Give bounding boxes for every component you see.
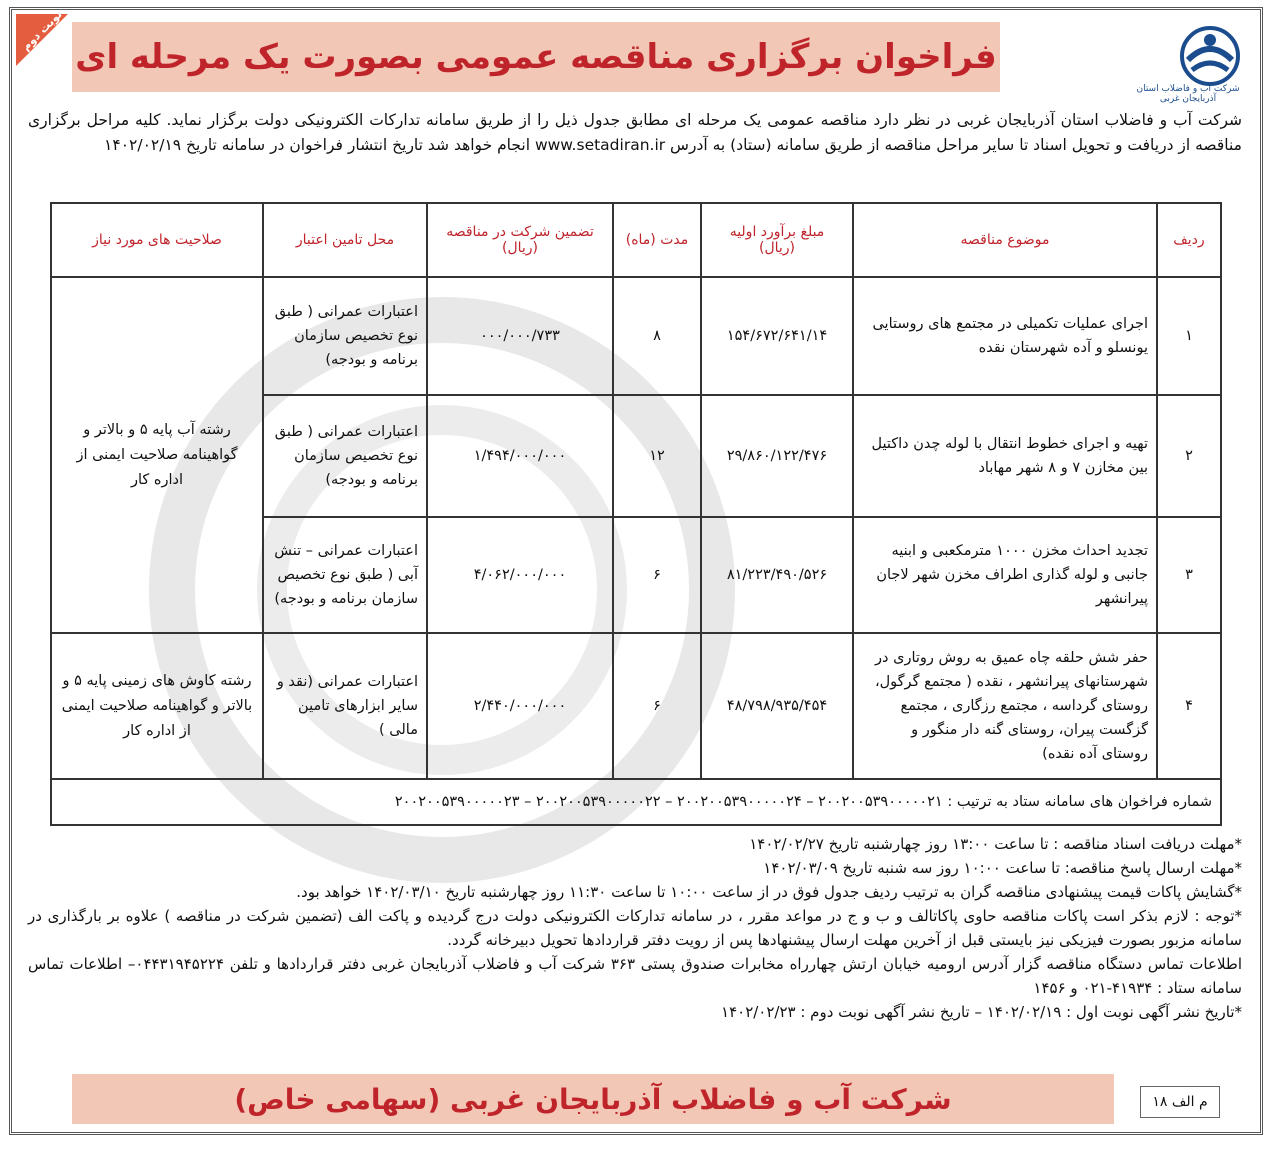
note-document-deadline: *مهلت دریافت اسناد مناقصه : تا ساعت ۱۳:۰۰ روز چهارشنبه تاریخ ۱۴۰۲/۰۲/۲۷ xyxy=(749,835,1242,853)
note-response-deadline: *مهلت ارسال پاسخ مناقصه: تا ساعت ۱۰:۰۰ روز سه شنبه تاریخ ۱۴۰۲/۰۳/۰۹ xyxy=(763,859,1242,877)
header-row-number: ردیف xyxy=(1157,203,1221,277)
tender-table xyxy=(50,202,1222,826)
title-band xyxy=(72,22,1000,92)
row-subject: تجدید احداث مخزن ۱۰۰۰ مترمکعبی و ابنیه جانبی و لوله گذاری اطراف مخزن شهر لاجان پیرانشهر xyxy=(853,517,1157,633)
row-amount: ۲۹/۸۶۰/۱۲۲/۴۷۶ xyxy=(701,395,853,517)
row-number: ۱ xyxy=(1157,277,1221,395)
registration-row xyxy=(51,779,1221,825)
registration-numbers: شماره فراخوان های سامانه ستاد به ترتیب : ۲۰۰۲۰۰۵۳۹۰۰۰۰۰۲۱ – ۲۰۰۲۰۰۵۳۹۰۰۰۰۰۲۴ – ۲۰۰۲۰۰۵۳۹۰۰۰۰۰۲۲ – ۲۰۰۲۰۰۵۳۹۰۰۰۰۰۲۳ xyxy=(51,779,1221,825)
row-guarantee: ۲/۴۴۰/۰۰۰/۰۰۰ xyxy=(427,633,613,779)
header-qualification: صلاحیت های مورد نیاز xyxy=(51,203,263,277)
note-opening: *گشایش پاکات قیمت پیشنهادی مناقصه گران به ترتیب ردیف جدول فوق در از ساعت ۱۰:۰۰ تا ساعت ۱۱:۳۰ روز چهارشنبه تاریخ ۱۴۰۲/۰۳/۱۰ خواهد بود. xyxy=(296,883,1242,901)
row-duration: ۸ xyxy=(613,277,701,395)
row-guarantee: ۱/۴۹۴/۰۰۰/۰۰۰ xyxy=(427,395,613,517)
table-header-row xyxy=(51,203,1221,277)
ad-code: م الف ۱۸ xyxy=(1140,1086,1220,1118)
row-number: ۳ xyxy=(1157,517,1221,633)
row-subject: حفر شش حلقه چاه عمیق به روش روتاری در شهرستانهای پیرانشهر ، نقده ( مجتمع گرگول، روستای گرداسه ، مجتمع رزگاری ، مجتمع گزگست پیران، روستای گنه دار منگور و روستای آده نقده) xyxy=(853,633,1157,779)
row-number: ۴ xyxy=(1157,633,1221,779)
row-duration: ۶ xyxy=(613,517,701,633)
badge-text: نوبت دوم xyxy=(19,7,65,54)
notes-section xyxy=(28,832,1242,1024)
row-duration: ۶ xyxy=(613,633,701,779)
header-guarantee: تضمین شرکت در مناقصه (ریال) xyxy=(427,203,613,277)
row-duration: ۱۲ xyxy=(613,395,701,517)
header-funding: محل تامین اعتبار xyxy=(263,203,427,277)
logo-caption: شرکت آب و فاضلاب استان آذربایجان غربی xyxy=(1136,84,1240,104)
row-guarantee: ۴/۰۶۲/۰۰۰/۰۰۰ xyxy=(427,517,613,633)
footer-band xyxy=(72,1074,1114,1124)
header-amount: مبلغ برآورد اولیه (ریال) xyxy=(701,203,853,277)
table-row xyxy=(51,633,1221,779)
intro-paragraph: شرکت آب و فاضلاب استان آذربایجان غربی در نظر دارد مناقصه عمومی یک مرحله ای مطابق جدول ذیل را از طریق سامانه تدارکات الکترونیکی دولت برگزار نماید. کلیه مراحل برگزاری مناقصه از دریافت و تحویل اسناد تا سایر مراحل مناقصه از طریق سامانه (ستاد) به آدرس www.setadiran.ir انجام خواهد شد تاریخ انتشار فراخوان در سامانه تاریخ ۱۴۰۲/۰۲/۱۹ xyxy=(28,111,1242,154)
note-publish-dates: *تاریخ نشر آگهی نوبت اول : ۱۴۰۲/۰۲/۱۹ – تاریخ نشر آگهی نوبت دوم : ۱۴۰۲/۰۲/۲۳ xyxy=(721,1003,1242,1021)
row-funding: اعتبارات عمرانی – تنش آبی ( طبق نوع تخصیص سازمان برنامه و بودجه) xyxy=(263,517,427,633)
note-attention: *توجه : لازم بذکر است پاکات مناقصه حاوی پاکاتالف و ب و ج در مواعد مقرر ، در سامانه تدارکات الکترونیکی دولت درج گردیده و پاکت الف (تضمین شرکت در مناقصه ) علاوه بر بارگذاری در سامانه مزبور بصورت فیزیکی نیز بایستی قبل از آخرین مهلت ارسال پیشنهادها پس از رویت دفتر قراردادها تحویل دبیرخانه گردد. xyxy=(28,907,1242,949)
qualification-drilling: رشته کاوش های زمینی پایه ۵ و بالاتر و گواهینامه صلاحیت ایمنی از اداره کار xyxy=(51,633,263,779)
tender-notice xyxy=(9,7,1263,1135)
note-contact: اطلاعات تماس دستگاه مناقصه گزار آدرس ارومیه خیابان ارتش چهارراه مخابرات صندوق پستی ۳۶۳ شرکت آب و فاضلاب آذربایجان غربی دفتر قراردادها و تلفن ۰۴۴۳۱۹۴۵۲۲۴– اطلاعات تماس سامانه ستاد : ۴۱۹۳۴-۰۲۱ و ۱۴۵۶ xyxy=(28,955,1243,997)
row-number: ۲ xyxy=(1157,395,1221,517)
row-funding: اعتبارات عمرانی ( طبق نوع تخصیص سازمان برنامه و بودجه) xyxy=(263,395,427,517)
table-row xyxy=(51,277,1221,395)
row-guarantee: ۰۰۰/۰۰۰/۷۳۳ xyxy=(427,277,613,395)
qualification-water: رشته آب پایه ۵ و بالاتر و گواهینامه صلاحیت ایمنی از اداره کار xyxy=(51,277,263,633)
row-amount: ۸۱/۲۲۳/۴۹۰/۵۲۶ xyxy=(701,517,853,633)
header-duration: مدت (ماه) xyxy=(613,203,701,277)
row-amount: ۱۵۴/۶۷۲/۶۴۱/۱۴ xyxy=(701,277,853,395)
page-title: فراخوان برگزاری مناقصه عمومی بصورت یک مرحله ای xyxy=(75,37,997,77)
header-subject: موضوع مناقصه xyxy=(853,203,1157,277)
row-amount: ۴۸/۷۹۸/۹۳۵/۴۵۴ xyxy=(701,633,853,779)
row-funding: اعتبارات عمرانی ( طبق نوع تخصیص سازمان برنامه و بودجه) xyxy=(263,277,427,395)
row-funding: اعتبارات عمرانی (نقد و سایر ابزارهای تامین مالی ) xyxy=(263,633,427,779)
row-subject: تهیه و اجرای خطوط انتقال با لوله چدن داکتیل بین مخازن ۷ و ۸ شهر مهاباد xyxy=(853,395,1157,517)
footer-company: شرکت آب و فاضلاب آذربایجان غربی (سهامی خاص) xyxy=(234,1082,952,1116)
row-subject: اجرای عملیات تکمیلی در مجتمع های روستایی یونسلو و آده شهرستان نقده xyxy=(853,277,1157,395)
